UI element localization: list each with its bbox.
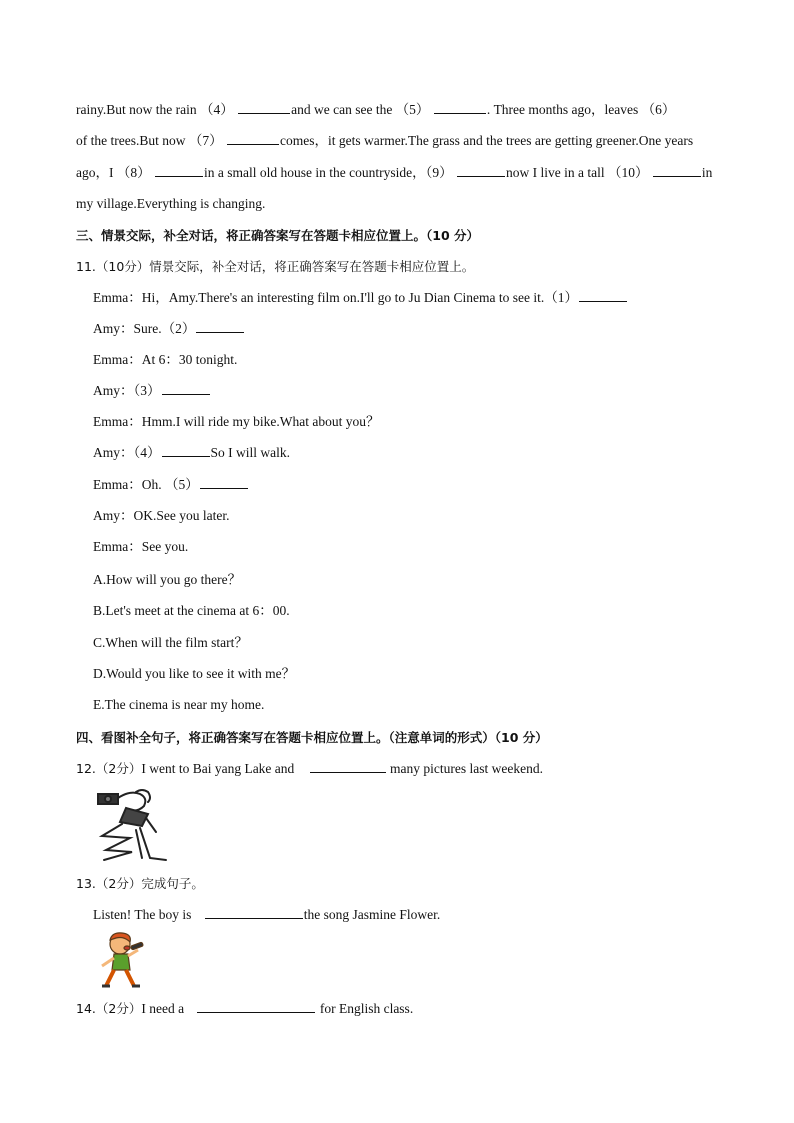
option-e: E.The cinema is near my home.	[93, 697, 265, 712]
option-d: D.Would you like to see it with me？	[93, 666, 296, 681]
answer-blank-10[interactable]	[653, 164, 701, 177]
microphone-icon	[131, 942, 144, 950]
option-a: A.How will you go there？	[93, 572, 242, 587]
answer-blank-12[interactable]	[310, 760, 386, 773]
dialog-line-4: Amy：（3）	[93, 382, 211, 400]
option-b: B.Let's meet at the cinema at 6：00.	[93, 603, 290, 618]
dialog-line-9: Emma：See you.	[93, 539, 189, 554]
section-4-heading: 四、看图补全句子，将正确答案写在答题卡相应位置上。（注意单词的形式）（10 分）	[76, 730, 548, 745]
passage-line-2: of the trees.But now （7） comes，it gets warmer.The grass and the trees are getting greener.One years	[76, 133, 694, 148]
dialog-blank-5[interactable]	[200, 476, 248, 489]
question-12: 12.（2分）I went to Bai yang Lake and many pictures last weekend.	[76, 761, 543, 776]
question-13: 13.（2分）完成句子。	[76, 876, 204, 891]
dialog-line-8: Amy：OK.See you later.	[93, 508, 230, 523]
dialog-line-7: Emma：Oh. （5）	[93, 476, 249, 494]
answer-blank-9[interactable]	[457, 164, 505, 177]
dialog-line-6: Amy：（4） So I will walk.	[93, 445, 290, 460]
passage-line-4: my village.Everything is changing.	[76, 196, 266, 211]
camera-photographer-picture	[96, 788, 170, 864]
question-13-sentence: Listen! The boy is the song Jasmine Flower.	[93, 907, 441, 922]
boy-singing-picture	[94, 930, 150, 990]
answer-blank-7[interactable]	[227, 132, 279, 145]
dialog-line-2: Amy：Sure.（2）	[93, 320, 245, 338]
passage-line-3: ago，I （8） in a small old house in the countryside，（9） now I live in a tall （10） in	[76, 165, 713, 180]
dialog-line-5: Emma：Hmm.I will ride my bike.What about you？	[93, 414, 380, 429]
dialog-blank-1[interactable]	[579, 289, 627, 302]
dialog-blank-4[interactable]	[162, 444, 210, 457]
dialog-line-3: Emma：At 6：30 tonight.	[93, 352, 238, 367]
section-3-heading: 三、情景交际，补全对话，将正确答案写在答题卡相应位置上。（10 分）	[76, 228, 479, 243]
dialog-blank-2[interactable]	[196, 320, 244, 333]
answer-blank-14[interactable]	[197, 1000, 315, 1013]
dialog-line-1: Emma：Hi，Amy.There's an interesting film on.I'll go to Ju Dian Cinema to see it.（1）	[93, 289, 628, 307]
option-c: C.When will the film start？	[93, 635, 248, 650]
question-11-title: 11.（10分）情景交际，补全对话，将正确答案写在答题卡相应位置上。	[76, 259, 475, 274]
answer-blank-5[interactable]	[434, 101, 486, 114]
answer-blank-4[interactable]	[238, 101, 290, 114]
passage-line-1: rainy.But now the rain （4） and we can see the （5） . Three months ago，leaves （6）	[76, 102, 676, 117]
dialog-blank-3[interactable]	[162, 382, 210, 395]
question-14: 14.（2分）I need a for English class.	[76, 1001, 414, 1016]
answer-blank-8[interactable]	[155, 164, 203, 177]
answer-blank-13[interactable]	[205, 906, 303, 919]
